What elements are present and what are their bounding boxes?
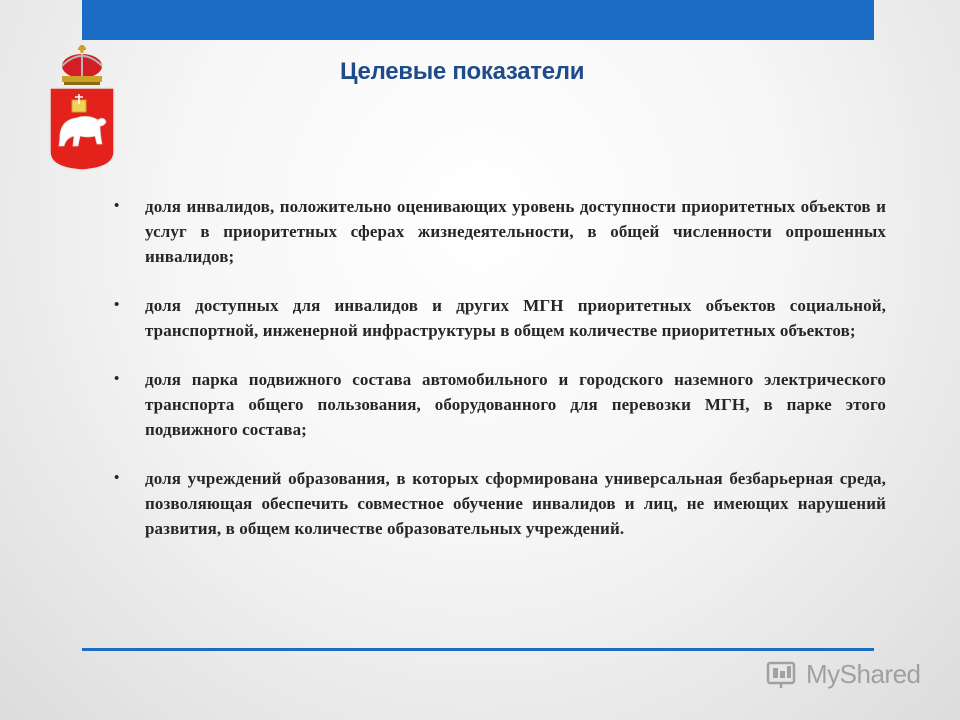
- bullet-icon: •: [114, 198, 120, 214]
- bullet-icon: •: [114, 297, 120, 313]
- watermark-text: MyShared: [806, 658, 921, 689]
- list-item-text: доля инвалидов, положительно оценивающих уровень доступности приоритетных объектов и услуг в приоритетных сферах жизнедеятельности, в общей численности опрошенных инвалидов;: [145, 197, 886, 266]
- list-item-text: доля учреждений образования, в которых сформирована универсальная безбарьерная среда, позволяющая обеспечить совместное обучение инвалидов и лиц, не имеющих нарушений развития, в общем количестве образовательных учреждений.: [145, 469, 886, 538]
- bottom-divider: [82, 648, 874, 651]
- list-item: [110, 367, 886, 442]
- top-accent-band: [82, 0, 874, 40]
- myshared-logo-icon: [766, 659, 800, 689]
- bullet-icon: •: [114, 470, 120, 486]
- list-item: [110, 466, 886, 541]
- target-indicators-list: [110, 194, 886, 565]
- perm-krai-coat-of-arms-icon: [42, 42, 122, 172]
- bullet-icon: •: [114, 371, 120, 387]
- list-item-text: доля парка подвижного состава автомобильного и городского наземного электрического транспорта общего пользования, оборудованного для перевозки МГН, в парке этого подвижного состава;: [145, 370, 886, 439]
- list-item: [110, 293, 886, 343]
- list-item: [110, 194, 886, 269]
- list-item-text: доля доступных для инвалидов и других МГН приоритетных объектов социальной, транспортной, инженерной инфраструктуры в общем количестве приоритетных объектов;: [145, 296, 886, 340]
- watermark: [766, 654, 921, 694]
- page-title: Целевые показатели: [340, 58, 585, 85]
- crown-icon: [62, 45, 102, 85]
